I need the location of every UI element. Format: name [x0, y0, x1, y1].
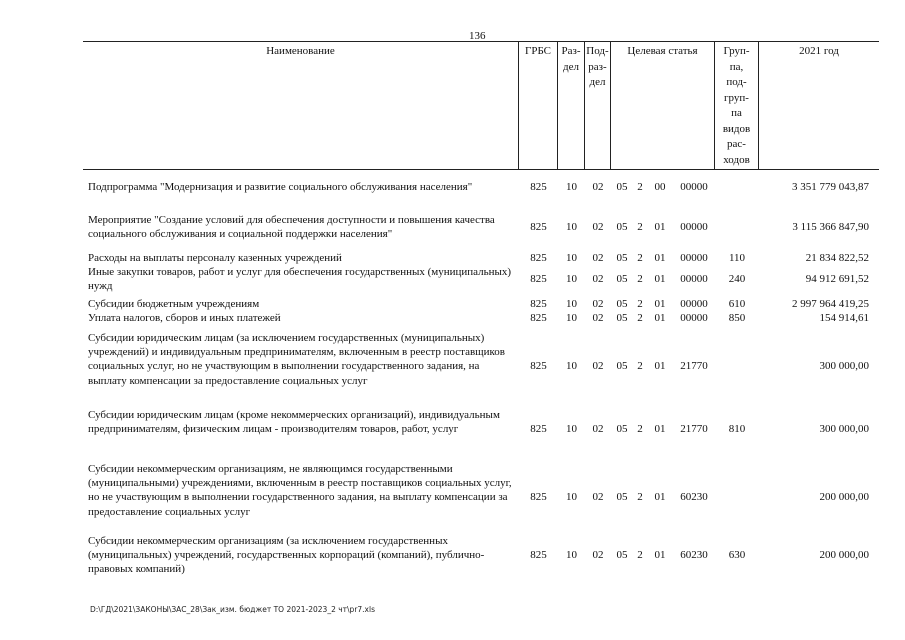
cell-t4: 00000 [680, 273, 708, 285]
cell-grbs: 825 [530, 423, 547, 435]
cell-t4: 21770 [680, 360, 708, 372]
cell-group: 810 [728, 423, 746, 435]
cell-podrazdel: 02 [592, 252, 604, 264]
row-name: Субсидии юридическим лицам (за исключением государственных (муниципальных) учреждений) и индивидуальным предпринимателям, включенным в реестр поставщиков социальных услуг, но не участвующим в выполнении государственного задания, на выплату компенсации за предоставление социальных услуг [88, 332, 505, 387]
cell-t2: 2 [637, 298, 643, 310]
header-razdel: Раз- дел [558, 42, 585, 169]
cell-grbs: 825 [530, 312, 547, 324]
cell-t4: 00000 [680, 252, 708, 264]
cell-t2: 2 [637, 423, 643, 435]
cell-amount: 300 000,00 [819, 360, 869, 372]
cell-amount: 200 000,00 [819, 491, 869, 503]
cell-group: 240 [728, 273, 746, 285]
cell-t3: 01 [654, 549, 666, 561]
page-number: 136 [469, 30, 486, 42]
cell-razdel: 10 [566, 298, 577, 310]
cell-t2: 2 [637, 360, 643, 372]
cell-t1: 05 [616, 181, 628, 193]
cell-podrazdel: 02 [592, 298, 604, 310]
cell-amount: 21 834 822,52 [805, 252, 869, 264]
cell-t4: 00000 [680, 221, 708, 233]
cell-grbs: 825 [530, 491, 547, 503]
cell-t4: 00000 [680, 312, 708, 324]
row-name: Субсидии некоммерческим организациям (за исключением государственных (муниципальных) учреждений, государственных корпораций (компаний), публично-правовых компаний) [88, 535, 485, 576]
cell-t2: 2 [637, 273, 643, 285]
row-name: Уплата налогов, сборов и иных платежей [88, 312, 281, 324]
cell-grbs: 825 [530, 273, 547, 285]
cell-t3: 00 [654, 181, 666, 193]
cell-grbs: 825 [530, 252, 547, 264]
cell-amount: 2 997 964 419,25 [792, 298, 869, 310]
row-name: Расходы на выплаты персоналу казенных учреждений [88, 252, 342, 264]
cell-amount: 154 914,61 [819, 312, 869, 324]
row-name: Мероприятие "Создание условий для обеспечения доступности и повышения качества социального обслуживания и социальной поддержки населения" [88, 214, 495, 241]
cell-t3: 01 [654, 360, 666, 372]
cell-t1: 05 [616, 549, 628, 561]
cell-t1: 05 [616, 312, 628, 324]
cell-t4: 00000 [680, 298, 708, 310]
header-target: Целевая статья [611, 42, 715, 169]
cell-t3: 01 [654, 298, 666, 310]
row-name: Подпрограмма "Модернизация и развитие социального обслуживания населения" [88, 181, 473, 193]
cell-t4: 00000 [680, 181, 708, 193]
cell-grbs: 825 [530, 549, 547, 561]
cell-t1: 05 [616, 423, 628, 435]
cell-t3: 01 [654, 491, 666, 503]
cell-razdel: 10 [566, 181, 577, 193]
cell-group: 850 [728, 312, 746, 324]
cell-podrazdel: 02 [592, 221, 604, 233]
cell-group: 110 [728, 252, 746, 264]
cell-podrazdel: 02 [592, 273, 604, 285]
cell-t4: 60230 [680, 491, 708, 503]
cell-podrazdel: 02 [592, 423, 604, 435]
cell-t3: 01 [654, 273, 666, 285]
cell-t1: 05 [616, 221, 628, 233]
cell-razdel: 10 [566, 312, 577, 324]
cell-t3: 01 [654, 252, 666, 264]
cell-t3: 01 [654, 423, 666, 435]
cell-t3: 01 [654, 312, 666, 324]
cell-razdel: 10 [566, 221, 577, 233]
cell-amount: 300 000,00 [819, 423, 869, 435]
cell-razdel: 10 [566, 549, 577, 561]
header-podrazdel: Под- раз- дел [585, 42, 611, 169]
cell-podrazdel: 02 [592, 312, 604, 324]
cell-razdel: 10 [566, 491, 577, 503]
cell-group: 630 [728, 549, 746, 561]
cell-t1: 05 [616, 252, 628, 264]
cell-razdel: 10 [566, 252, 577, 264]
cell-razdel: 10 [566, 360, 577, 372]
cell-amount: 3 115 366 847,90 [792, 221, 869, 233]
cell-podrazdel: 02 [592, 360, 604, 372]
row-name: Субсидии юридическим лицам (кроме некоммерческих организаций), индивидуальным предпринимателям, физическим лицам - производителям товаров, работ, услуг [88, 409, 500, 436]
row-name: Субсидии некоммерческим организациям, не являющимся государственными (муниципальными) учреждениями, включенным в реестр поставщиков социальных услуг, но не участвующим в выполнении государственного задания, на выплату компенсации за предоставление социальных услуг [88, 463, 512, 518]
cell-grbs: 825 [530, 298, 547, 310]
header-grbs: ГРБС [519, 42, 558, 169]
cell-podrazdel: 02 [592, 181, 604, 193]
cell-t2: 2 [637, 221, 643, 233]
cell-t1: 05 [616, 273, 628, 285]
cell-t2: 2 [637, 491, 643, 503]
cell-t1: 05 [616, 491, 628, 503]
cell-t1: 05 [616, 360, 628, 372]
header-name: Наименование [83, 42, 519, 169]
header-year: 2021 год [799, 45, 839, 57]
cell-podrazdel: 02 [592, 549, 604, 561]
cell-amount: 3 351 779 043,87 [792, 181, 869, 193]
cell-t4: 21770 [680, 423, 708, 435]
cell-amount: 200 000,00 [819, 549, 869, 561]
row-name: Иные закупки товаров, работ и услуг для обеспечения государственных (муниципальных) нужд [88, 266, 512, 293]
row-name: Субсидии бюджетным учреждениям [88, 298, 260, 310]
cell-grbs: 825 [530, 221, 547, 233]
cell-t3: 01 [654, 221, 666, 233]
cell-grbs: 825 [530, 181, 547, 193]
cell-grbs: 825 [530, 360, 547, 372]
cell-t4: 60230 [680, 549, 708, 561]
cell-razdel: 10 [566, 273, 577, 285]
cell-razdel: 10 [566, 423, 577, 435]
cell-group: 610 [728, 298, 746, 310]
cell-podrazdel: 02 [592, 491, 604, 503]
cell-t1: 05 [616, 298, 628, 310]
cell-t2: 2 [637, 312, 643, 324]
cell-amount: 94 912 691,52 [805, 273, 869, 285]
cell-t2: 2 [637, 549, 643, 561]
cell-t2: 2 [637, 252, 643, 264]
header-group: Груп- па, под- груп- па видов рас- ходов [715, 42, 759, 169]
cell-t2: 2 [637, 181, 643, 193]
file-path-footer: D:\ГД\2021\ЗАКОНЫ\ЗАС_28\Зак_изм. бюджет ТО 2021-2023_2 чт\pr7.xls [90, 605, 375, 614]
table-header [83, 41, 879, 170]
